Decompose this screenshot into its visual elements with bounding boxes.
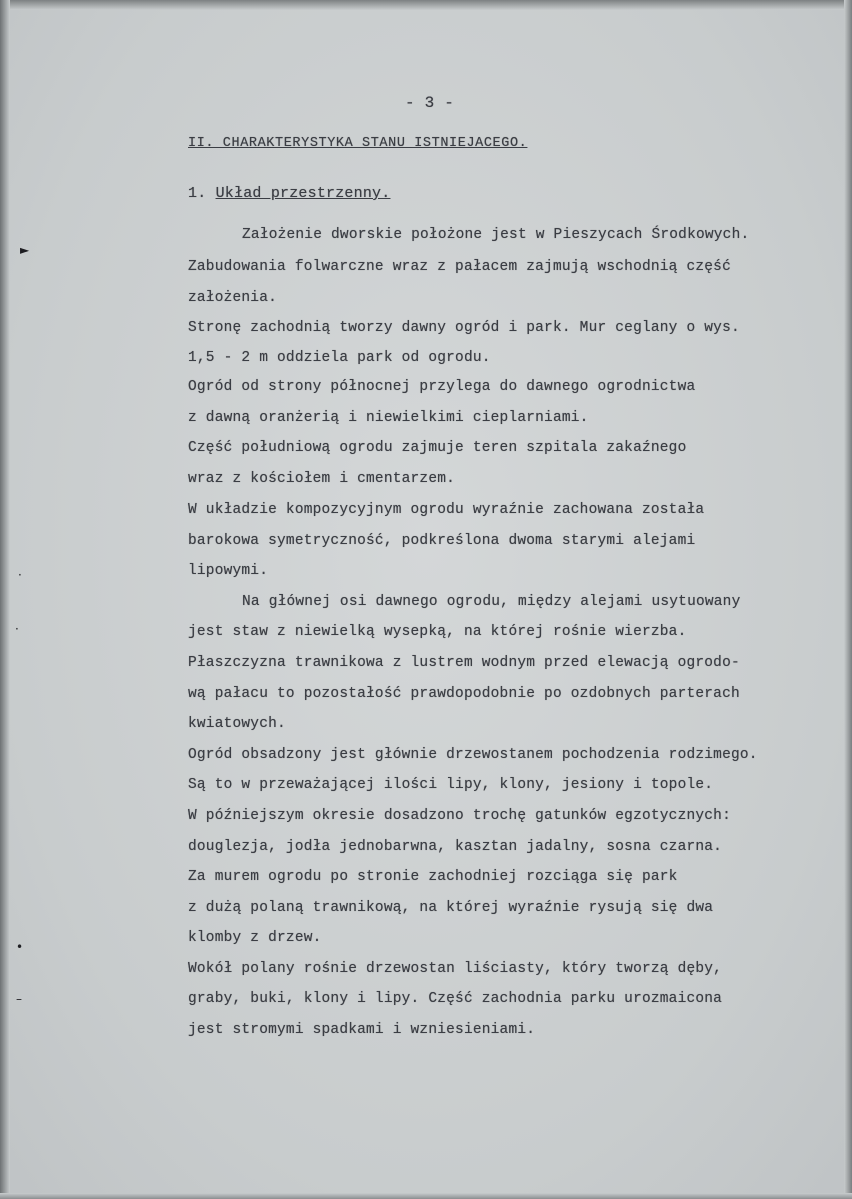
- body-line: W układzie kompozycyjnym ogrodu wyraźnie zachowana została: [188, 502, 705, 518]
- body-line: douglezja, jodła jednobarwna, kasztan jadalny, sosna czarna.: [188, 839, 723, 855]
- margin-mark: ·: [15, 622, 19, 636]
- section-heading: II. CHARAKTERYSTYKA STANU ISTNIEJACEGO.: [188, 136, 528, 151]
- body-line: Ogród obsadzony jest głównie drzewostanem pochodzenia rodzimego.: [188, 747, 758, 763]
- body-line: jest stromymi spadkami i wzniesieniami.: [188, 1022, 536, 1038]
- subsection-heading: [188, 185, 390, 202]
- body-line: Zabudowania folwarczne wraz z pałacem zajmują wschodnią część: [188, 259, 731, 275]
- body-line: założenia.: [188, 290, 278, 306]
- body-line: jest staw z niewielką wysepką, na której rośnie wierzba.: [188, 624, 687, 640]
- subsection-number: 1.: [188, 185, 207, 202]
- body-line: Stronę zachodnią tworzy dawny ogród i park. Mur ceglany o wys.: [188, 320, 740, 336]
- body-line: 1,5 - 2 m oddziela park od ogrodu.: [188, 350, 491, 366]
- body-line: W późniejszym okresie dosadzono trochę gatunków egzotycznych:: [188, 808, 731, 824]
- body-line: Płaszczyzna trawnikowa z lustrem wodnym przed elewacją ogrodo-: [188, 655, 740, 671]
- scan-edge-bottom: [0, 1193, 852, 1199]
- body-line: Są to w przeważającej ilości lipy, klony, jesiony i topole.: [188, 777, 714, 793]
- body-line: Na głównej osi dawnego ogrodu, między alejami usytuowany: [242, 594, 741, 610]
- margin-mark: ·: [18, 568, 22, 582]
- margin-mark: –: [16, 992, 22, 1006]
- body-line: z dużą polaną trawnikową, na której wyraźnie rysują się dwa: [188, 900, 714, 916]
- body-line: graby, buki, klony i lipy. Część zachodnia parku urozmaicona: [188, 991, 723, 1007]
- subsection-title: Układ przestrzenny.: [215, 185, 391, 202]
- body-line: Ogród od strony północnej przylega do dawnego ogrodnictwa: [188, 379, 696, 395]
- body-line: kwiatowych.: [188, 716, 286, 732]
- body-line: Założenie dworskie położone jest w Pieszycach Środkowych.: [242, 227, 750, 243]
- body-line: Wokół polany rośnie drzewostan liściasty, który tworzą dęby,: [188, 961, 723, 977]
- body-line: wą pałacu to pozostałość prawdopodobnie po ozdobnych parterach: [188, 686, 740, 702]
- scan-edge-top: [0, 0, 852, 10]
- margin-mark: •: [16, 940, 24, 954]
- body-line: klomby z drzew.: [188, 930, 322, 946]
- body-line: Za murem ogrodu po stronie zachodniej rozciąga się park: [188, 869, 678, 885]
- margin-mark: ►: [20, 243, 30, 257]
- body-line: wraz z kościołem i cmentarzem.: [188, 471, 456, 487]
- page-number: - 3 -: [405, 94, 455, 112]
- body-line: barokowa symetryczność, podkreślona dwoma starymi alejami: [188, 533, 696, 549]
- body-line: lipowymi.: [188, 563, 269, 579]
- scan-edge-right: [844, 0, 852, 1199]
- body-line: z dawną oranżerią i niewielkimi cieplarniami.: [188, 410, 589, 426]
- scan-edge-left: [0, 0, 10, 1199]
- body-line: Część południową ogrodu zajmuje teren szpitala zakaźnego: [188, 440, 687, 456]
